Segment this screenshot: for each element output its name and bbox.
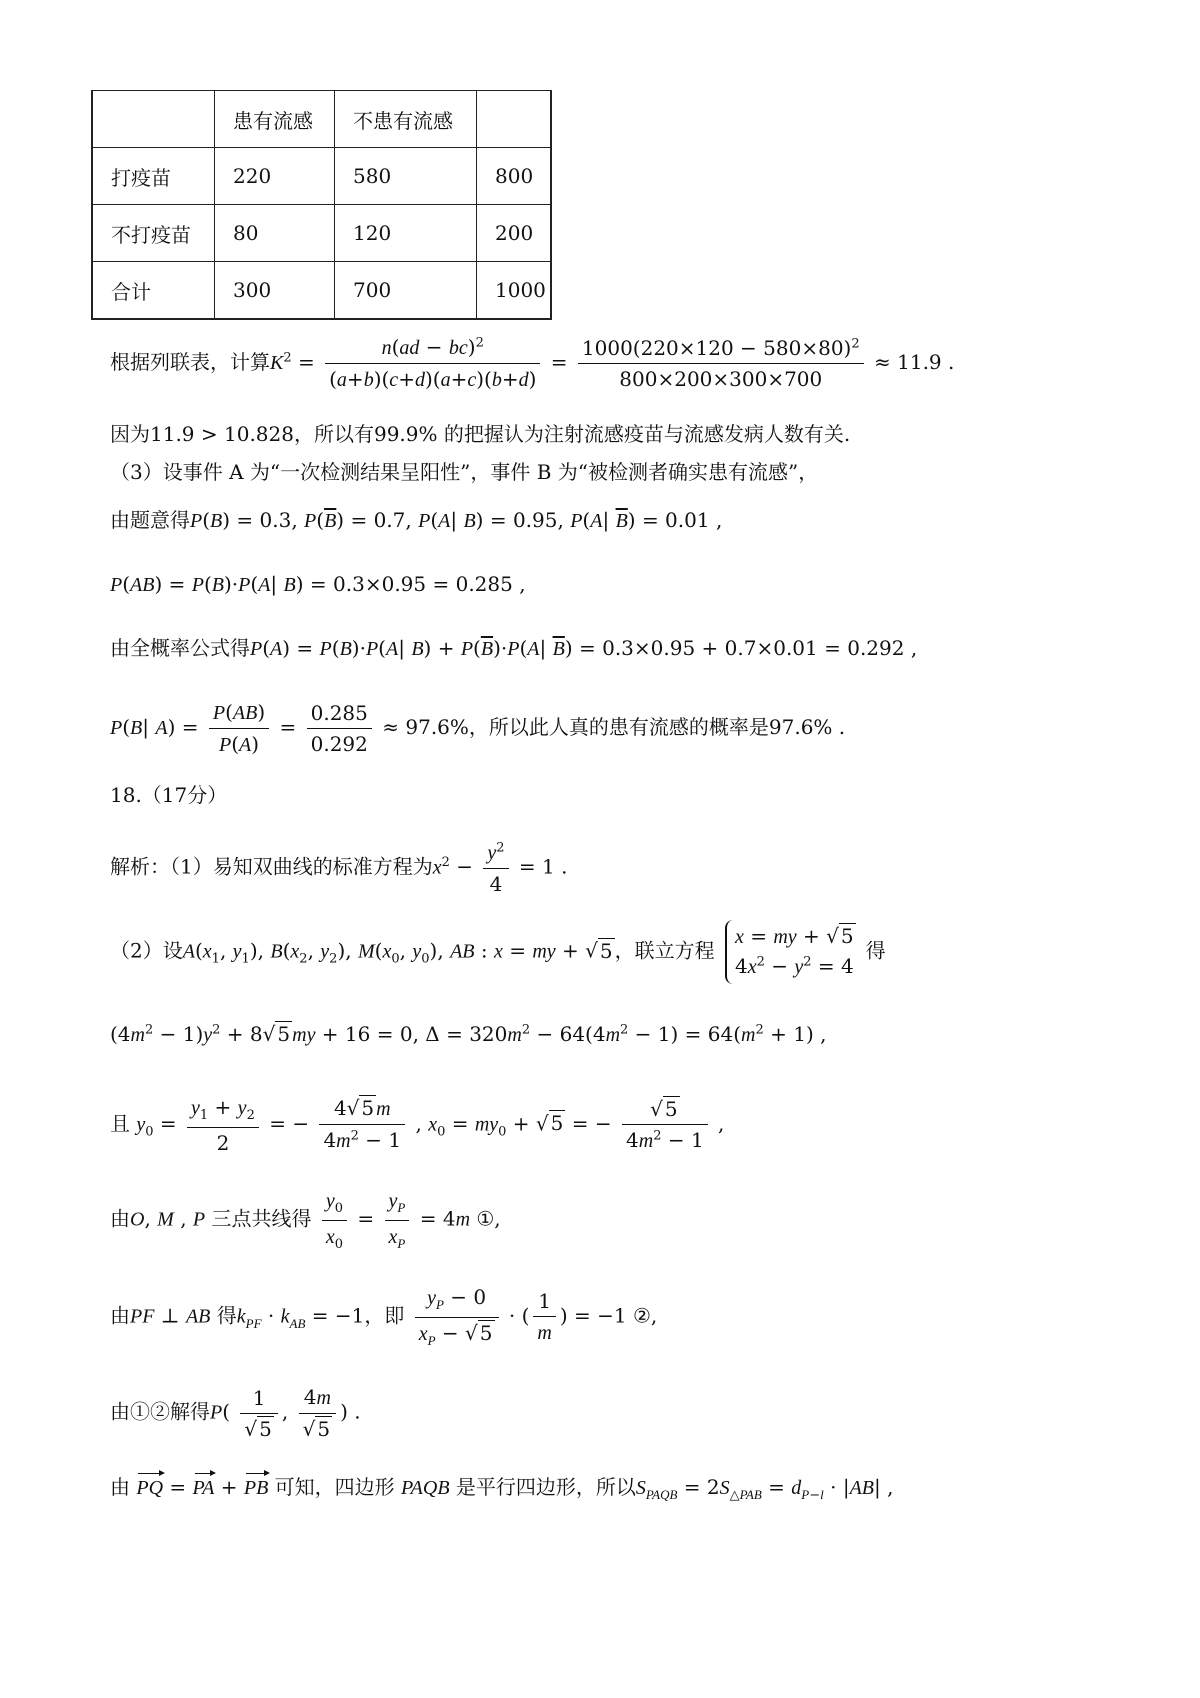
table-cell: 患有流感 [215, 91, 335, 148]
k2-formula-line: 根据列联表，计算$K^2$ = $\frac{n(ad - bc)^2}{(a+b)(c+d)(a+c)(b+d)}$ = $\frac{1000(220\times 120 - 580\times 80)^2}{800\times 200\times 300\times 700}$ ≈ 11.9 . [110, 335, 955, 391]
table-cell: 合计 [92, 262, 215, 320]
q18-part2: （2）设$A(x_1$, $y_1$), $B(x_2$, $y_2$), $M(x_0$, $y_0$), AB : x = my + √ 5 ，联立方程 x = my + √ 5 $4x^2 - y^2 = 4$得 [110, 920, 886, 984]
table-cell: 不打疫苗 [92, 205, 215, 262]
solve-point-p: 由①②解得P( $\frac{1}{√ 5}$ , $\frac{4m}{√ 5}$ ) . [110, 1385, 361, 1441]
collinear-condition: 由O, M , P 三点共线得 $\frac{y_0}{x_0}$ = $\frac{y_P}{x_P}$ = 4m ①, [110, 1190, 501, 1252]
q18-part1: 解析：（1）易知双曲线的标准方程为$x^2$ − $\frac{y^2}{4}$ = 1 . [110, 840, 568, 896]
table-cell: 打疫苗 [92, 148, 215, 205]
quadratic-equation: $(4m^2 - 1)y^2 + 8√$ 5 my + 16 = 0, $\Delta = 320m^2 - 64(4m^2 - 1) = 64(m^2 + 1)$ , [110, 1022, 827, 1046]
table-cell: 580 [335, 148, 477, 205]
table-cell [92, 91, 215, 148]
vector-parallelogram: 由 PQ = PA + PB 可知，四边形 PAQB 是平行四边形，所以$S_{PAQB} = 2S_{\triangle PAB} = d_{P-l} \cdot |AB|$ , [110, 1475, 894, 1503]
table-row [92, 205, 551, 262]
given-probabilities: 由题意得P(B) = 0.3, $P(\overline{B}) = 0.7$, P(A| B) = 0.95, P(A| $\overline{B}) = 0.01$ , [110, 508, 723, 532]
table-cell [477, 91, 552, 148]
table-cell: 1000 [477, 262, 552, 320]
total-probability: 由全概率公式得P(A) = P(B)·P(A| $B) + P(\overline{B})\cdot P(A|$ $\overline{B}) = 0.3\times 0.95 + 0.7\times 0.01 = 0.292$ , [110, 636, 918, 660]
question-18-title: 18.（17分） [110, 783, 228, 807]
contingency-table [91, 90, 552, 320]
table-row [92, 262, 551, 320]
table-cell: 200 [477, 205, 552, 262]
table-cell: 700 [335, 262, 477, 320]
table-cell: 300 [215, 262, 335, 320]
table-cell: 不患有流感 [335, 91, 477, 148]
table-cell: 220 [215, 148, 335, 205]
table-row [92, 148, 551, 205]
bayes-result: P(B| A) = $\frac{P(AB)}{P(A)}$ = $\frac{0.285}{0.292}$ ≈ 97.6%，所以此人真的患有流感的概率是97.6% . [110, 700, 846, 756]
part3-intro: （3）设事件 A 为“一次检测结果呈阳性”，事件 B 为“被检测者确实患有流感”， [110, 460, 819, 484]
table-cell: 80 [215, 205, 335, 262]
table-header-row [92, 91, 551, 148]
conclusion-line: 因为11.9 > 10.828，所以有99.9% 的把握认为注射流感疫苗与流感发病人数有关. [110, 422, 851, 446]
table-cell: 800 [477, 148, 552, 205]
midpoint-coordinates: 且 $y_0$ = $\frac{y_1 + y_2}{2}$ = − $\frac{4√ 5 m}{4m^2 - 1}$ , $x_0 = my_0$ + √ 5 = − $\frac{√ 5}{4m^2 - 1}$ , [110, 1095, 725, 1155]
perpendicular-condition: 由PF ⊥ AB 得$k_{PF} \cdot k_{AB} = -1$，即 $\frac{y_P - 0}{x_P - √ 5}$ · ( $\frac{1}{m}$ ) = −1 ②, [110, 1285, 658, 1348]
table-cell: 120 [335, 205, 477, 262]
joint-probability: P(AB) = P(B)·P(A| B) = 0.3×0.95 = 0.285 , [110, 572, 526, 596]
